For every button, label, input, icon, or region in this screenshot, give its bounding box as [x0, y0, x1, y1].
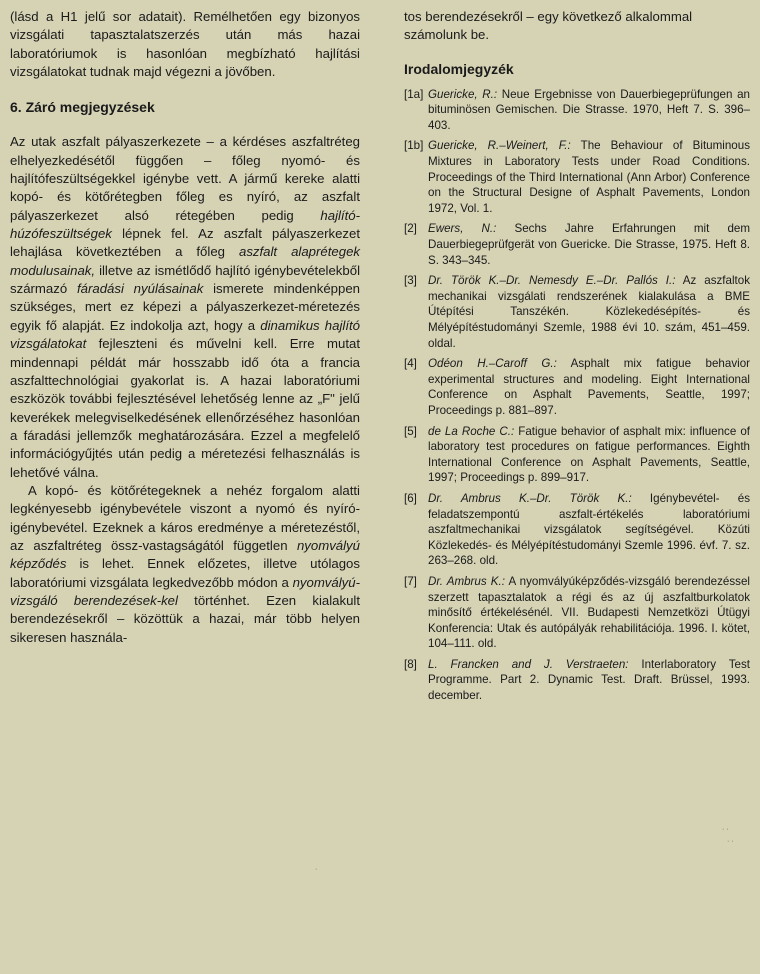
- reference-item: [404, 87, 750, 134]
- reference-item: [404, 138, 750, 216]
- reference-body: [428, 356, 750, 418]
- reference-text: Fatigue behavior of asphalt mix: influence of laboratory test procedures on fatigue performances. Eighth International Conference on Asphalt Pavements, Seattle, 1997; Proceedings p. 899–917.: [428, 424, 750, 485]
- reference-author: Ewers, N.:: [428, 222, 497, 236]
- reference-text: A nyomvályúképződés-vizsgáló berendezéssel szerzett tapasztalatok a régi és az új aszfaltburkolatok minősítő értékelésénél. VII. Budapesti Nemzetközi Útügyi Konferencia: Utak és autópályák rehabilitációja. 1996. I. kötet, 104–111. old.: [428, 574, 750, 651]
- reference-item: [404, 424, 750, 486]
- italic-run: aszfalt alaprétegek modulusainak,: [10, 244, 361, 278]
- reference-body: [428, 574, 750, 652]
- italic-run: hajlító-húzófeszültségek: [10, 207, 360, 242]
- reference-text: Asphalt mix fatigue behavior experimental structures and modeling. Eight International Conference on Asphalt Pavements, Seattle, 1997; Proceedings p. 881–897.: [428, 357, 750, 417]
- reference-label: [8]: [404, 657, 417, 671]
- reference-label: [6]: [404, 491, 417, 505]
- italic-run: dinamikus hajlító vizsgálatokat: [10, 317, 360, 352]
- reference-label: [2]: [404, 222, 417, 236]
- text-run: A kopó- és kötőrétegeknek a nehéz forgalom alatti legkényesebb igénybevétele viszont a nyomó és nyíró-igénybevétel. Ezeknek a káros eredménye a méretezéstől, az aszfaltréteg össz-vastagságától független: [10, 482, 360, 553]
- reference-body: [428, 221, 750, 268]
- text-run: is lehet. Ennek előzetes, illetve utólagos laboratóriumi vizsgálata legkedvezőbb módon a: [10, 556, 360, 590]
- reference-author: Guericke, R.–Weinert, F.:: [428, 139, 571, 153]
- reference-body: [428, 491, 750, 569]
- reference-body: [428, 87, 750, 134]
- reference-label: [1a]: [404, 87, 424, 101]
- reference-item: [404, 356, 750, 418]
- text-run: történhet. Ezen kialakult berendezésekről – közöttük a hazai, már több helyen sikeresen használa-: [10, 592, 360, 645]
- reference-author: de La Roche C.:: [428, 424, 515, 438]
- text-run: lépnek fel. Az aszfalt pályaszerkezet lehajlása következtében a főleg: [10, 226, 360, 260]
- scan-speck: · ·: [727, 838, 734, 845]
- reference-author: Guericke, R.:: [428, 87, 498, 101]
- reference-author: Odéon H.–Caroff G.:: [428, 357, 557, 371]
- italic-run: nyomvályú képződés: [10, 537, 360, 572]
- reference-item: [404, 273, 750, 351]
- italic-run: nyomvályú-vizsgáló berendezések-kel: [10, 574, 360, 608]
- reference-author: Dr. Török K.–Dr. Nemesdy E.–Dr. Pallós I.:: [428, 274, 676, 288]
- reference-item: [404, 221, 750, 268]
- reference-label: [1b]: [404, 139, 424, 153]
- reference-item: [404, 574, 750, 652]
- reference-text: Igénybevétel- és feladatszempontú aszfalt-értékelés laboratóriumi aszfaltmechanikai vizsgálatok segítségével. Közúti Közlekedés- és Mélyépítéstudományi Szemle 1996. évf. 7. sz. 263–268. old.: [428, 491, 750, 568]
- reference-label: [3]: [404, 274, 417, 288]
- continuation-paragraph: tos berendezésekről – egy következő alkalommal számolunk be.: [404, 9, 693, 43]
- reference-body: [428, 424, 750, 486]
- reference-body: [428, 138, 750, 216]
- reference-text: Az aszfaltok mechanikai vizsgálati rendszerének kialakulása a BME Útépítési Tanszékén. Közlekedésépítés- és Mélyépítéstudományi Szemle, 1988 évi 10. szám, 451–459. oldal.: [428, 274, 751, 350]
- reference-label: [4]: [404, 357, 417, 371]
- section-heading: 6. Záró megjegyzések: [10, 99, 155, 116]
- intro-paragraph: (lásd a H1 jelű sor adatait). Remélhetően egy bizonyos vizsgálati tapasztalatszerzés után más hazai laboratóriumok is hasonlóan megbízható hajlítási vizsgálatokat tudnak majd végezni a jövőben.: [10, 9, 360, 80]
- references-list: [404, 87, 750, 704]
- left-column: [10, 8, 360, 647]
- reference-label: [7]: [404, 574, 417, 588]
- text-run: Az utak aszfalt pályaszerkezete – a kérdéses aszfaltréteg elhelyezkedésétől függően – főleg nyomó- és hajlítófeszültségekkel igénybe vett. A jármű kereke alatti kopó- és kötőrétegben főleg es nyíró, az aszfalt pályaszerkezet alsó rétegében pedig: [10, 134, 360, 223]
- reference-author: L. Francken and J. Verstraeten:: [428, 657, 629, 671]
- right-column: [404, 8, 750, 709]
- reference-text: Neue Ergebnisse von Dauerbiegeprüfungen an bituminösen Gemischen. Die Strasse. 1970, Heft 7. S. 396–403.: [428, 87, 751, 132]
- scan-speck: ·: [315, 866, 318, 873]
- italic-run: fáradási nyúlásainak: [76, 281, 204, 297]
- references-heading: Irodalomjegyzék: [404, 60, 514, 77]
- reference-author: Dr. Ambrus K.:: [428, 574, 505, 588]
- reference-author: Dr. Ambrus K.–Dr. Török K.:: [428, 491, 632, 505]
- reference-body: [428, 657, 750, 704]
- scan-speck: · ·: [722, 826, 729, 833]
- text-run: ismerete mindenképpen szükséges, mert ez képezi a pályaszerkezet-méretezés egyik fő alapját. Ez indokolja azt, hogy a: [10, 281, 360, 333]
- reference-label: [5]: [404, 424, 417, 438]
- reference-item: [404, 491, 750, 569]
- reference-body: [428, 273, 750, 351]
- reference-text: Sechs Jahre Erfahrungen mit dem Dauerbiegeprüfgerät von Guericke. Die Strasse, 1975. Heft 8. S. 343–345.: [428, 222, 751, 267]
- text-run: illetve az ismétlődő hajlító igénybevételekből származó: [10, 262, 360, 297]
- paragraph-2: [10, 482, 360, 647]
- reference-item: [404, 657, 750, 704]
- reference-text: Interlaboratory Test Programme. Part 2. Dynamic Test. Draft. Brüssel, 1993. december.: [428, 657, 751, 703]
- text-run: fejleszteni és művelni kell. Erre mutat mindennapi példát már hosszabb idő óta a francia aszfalttechnológiai gyakorlat is. A hazai laboratóriumi eszközök további fejlesztésével lehetőség lenne az „F" jelű keverékek melegviselkedésének ellenőrzéséhez hasonlóan a fáradási jellemzők meghatározására. Ezzel a megfelelő információgyűjtés után pedig a méretezési felhasználás is lehetővé válna.: [10, 336, 360, 480]
- reference-text: The Behaviour of Bituminous Mixtures in Laboratory Tests under Road Conditions. Proceedings of the Third International (Ann Arbor) Conference on the Structural Designe of Asphalt Pavements, London 1972, Vol. 1.: [428, 139, 750, 215]
- paragraph-1: [10, 133, 360, 482]
